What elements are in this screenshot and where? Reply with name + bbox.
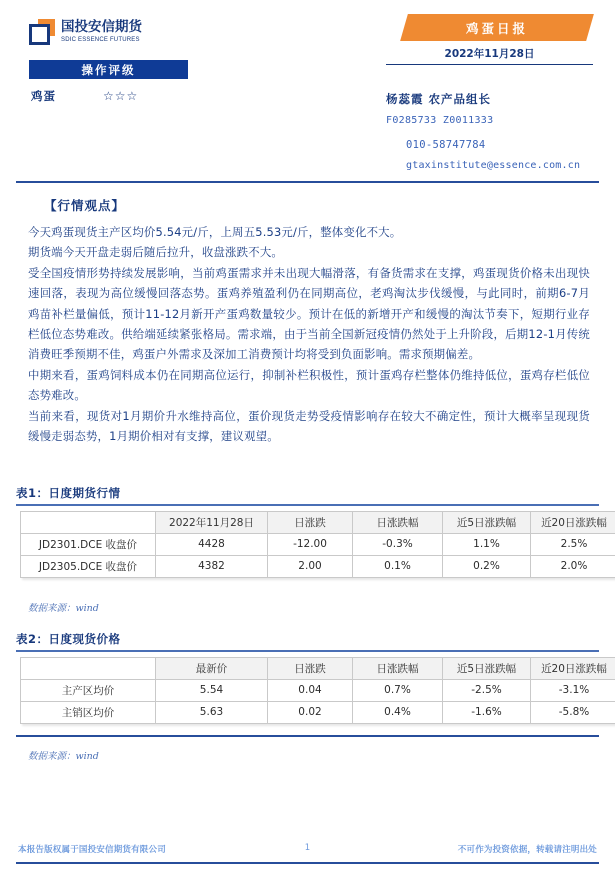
table-header-row	[21, 511, 615, 533]
table2-r0-c4: -2.5%	[443, 679, 531, 701]
sdic-logo-icon	[29, 19, 55, 45]
table2-r1-c0: 主销区均价	[21, 701, 156, 723]
table2-r0-c0: 主产区均价	[21, 679, 156, 701]
table2-r1-c5: -5.8%	[531, 701, 615, 723]
table2-col-2: 日涨跌	[268, 657, 353, 679]
report-date: 2022年11月28日	[386, 46, 593, 65]
footer-bottom-divider	[16, 862, 599, 864]
market-commentary	[28, 222, 590, 446]
table1-block	[16, 485, 607, 578]
table1-col-4: 近5日涨跌幅	[443, 511, 531, 533]
author-certificate: F0285733 Z0011333	[386, 115, 494, 126]
table1-col-5: 近20日涨跌幅	[531, 511, 615, 533]
table2-caption-rule	[16, 650, 599, 652]
logo-name-en: SDIC ESSENCE FUTURES	[61, 36, 140, 43]
table1-caption: 表1：日度期货行情	[16, 486, 121, 500]
table2-r1-c4: -1.6%	[443, 701, 531, 723]
table-header-row	[21, 657, 615, 679]
table2-col-1: 最新价	[156, 657, 268, 679]
banner-title: 鸡蛋日报	[465, 20, 528, 36]
table1-r0-c2: -12.00	[268, 533, 353, 555]
report-type-banner	[404, 14, 590, 41]
table2-r1-c2: 0.02	[268, 701, 353, 723]
rating-bar-title: 操作评级	[29, 60, 188, 79]
header-divider	[16, 181, 599, 183]
table-row	[21, 533, 615, 555]
contact-phone: 010-58747784	[406, 139, 486, 151]
table1-col-2: 日涨跌	[268, 511, 353, 533]
table1-r1-c4: 0.2%	[443, 555, 531, 577]
table2-col-0	[21, 657, 156, 679]
table-row	[21, 555, 615, 577]
table1-source: 数据来源：wind	[28, 603, 99, 614]
spot-prices-table	[20, 657, 615, 724]
table2-r0-c5: -3.1%	[531, 679, 615, 701]
footer-top-divider	[16, 735, 599, 737]
table1-r1-c3: 0.1%	[353, 555, 443, 577]
table-row	[21, 679, 615, 701]
footer-page-number: 1	[304, 843, 311, 853]
logo-inner-notch	[37, 28, 47, 41]
table1-r1-c0: JD2305.DCE 收盘价	[21, 555, 156, 577]
paragraph: 期货端今天开盘走弱后随后拉升，收盘涨跌不大。	[28, 245, 283, 260]
table1-r0-c5: 2.5%	[531, 533, 615, 555]
table-row	[21, 701, 615, 723]
table2-r1-c3: 0.4%	[353, 701, 443, 723]
paragraph: 当前来看，现货对1月期价升水维持高位，蛋价现货走势受疫情影响存在较大不确定性，预计大概率呈现现货缓慢走弱态势，1月期价相对有支撑，建议观望。	[28, 408, 590, 444]
table1-r1-c1: 4382	[156, 555, 268, 577]
table1-col-0	[21, 511, 156, 533]
company-logo	[29, 19, 142, 45]
rating-row	[31, 88, 201, 104]
table2-r0-c2: 0.04	[268, 679, 353, 701]
table2-source: 数据来源：wind	[28, 751, 99, 762]
table2-block	[16, 631, 607, 724]
logo-wordmark	[61, 19, 142, 43]
table2-col-5: 近20日涨跌幅	[531, 657, 615, 679]
star-rating-icon: ☆☆☆	[103, 89, 139, 103]
table1-r0-c4: 1.1%	[443, 533, 531, 555]
table2-r0-c3: 0.7%	[353, 679, 443, 701]
table1-r1-c2: 2.00	[268, 555, 353, 577]
table2-r0-c1: 5.54	[156, 679, 268, 701]
table2-caption: 表2：日度现货价格	[16, 632, 121, 646]
paragraph: 今天鸡蛋现货主产区均价5.54元/斤，上周五5.53元/斤，整体变化不大。	[28, 225, 402, 239]
author-name: 杨蕊霞 农产品组长	[386, 92, 492, 106]
table1-r0-c3: -0.3%	[353, 533, 443, 555]
report-header	[0, 0, 615, 182]
table1-r0-c1: 4428	[156, 533, 268, 555]
table2-r1-c1: 5.63	[156, 701, 268, 723]
table1-r0-c0: JD2301.DCE 收盘价	[21, 533, 156, 555]
table1-col-3: 日涨跌幅	[353, 511, 443, 533]
footer-copyright: 本报告版权属于国投安信期货有限公司	[18, 845, 166, 855]
paragraph: 中期来看，蛋鸡饲料成本仍在同期高位运行，抑制补栏积极性，预计蛋鸡存栏整体仍维持低位，蛋鸡存栏低位态势难改。	[28, 367, 590, 403]
contact-email: gtaxinstitute@essence.com.cn	[406, 160, 581, 171]
table2-col-3: 日涨跌幅	[353, 657, 443, 679]
section-title-market-view: 【行情观点】	[44, 198, 126, 213]
paragraph: 受全国疫情形势持续发展影响，当前鸡蛋需求并未出现大幅滑落，有备货需求在支撑，鸡蛋现货价格未出现快速回落，表现为高位缓慢回落态势。蛋鸡养殖盈利仍在同期高位，老鸡淘汰步伐缓慢，与此同时，前期6-7月鸡苗补栏量偏低，预计11-12月新开产蛋鸡数量较少。预计在低的新增开产和缓慢的淘汰节奏下，短期行业存栏低位态势难改。供给端延续紧张格局。需求端，由于当前全国新冠疫情仍然处于上升阶段，后期12-1月传统消费旺季预期不佳，鸡蛋户外需求及深加工消费预计均将受到负面影响。需求预期偏差。	[28, 265, 590, 362]
futures-quotes-table	[20, 511, 615, 578]
rating-commodity-label: 鸡蛋	[31, 89, 56, 103]
footer-disclaimer: 不可作为投资依据，转载请注明出处	[457, 845, 597, 855]
table1-r1-c5: 2.0%	[531, 555, 615, 577]
logo-name-cn: 国投安信期货	[61, 19, 142, 35]
table1-caption-rule	[16, 504, 599, 506]
table2-col-4: 近5日涨跌幅	[443, 657, 531, 679]
table1-col-1: 2022年11月28日	[156, 511, 268, 533]
